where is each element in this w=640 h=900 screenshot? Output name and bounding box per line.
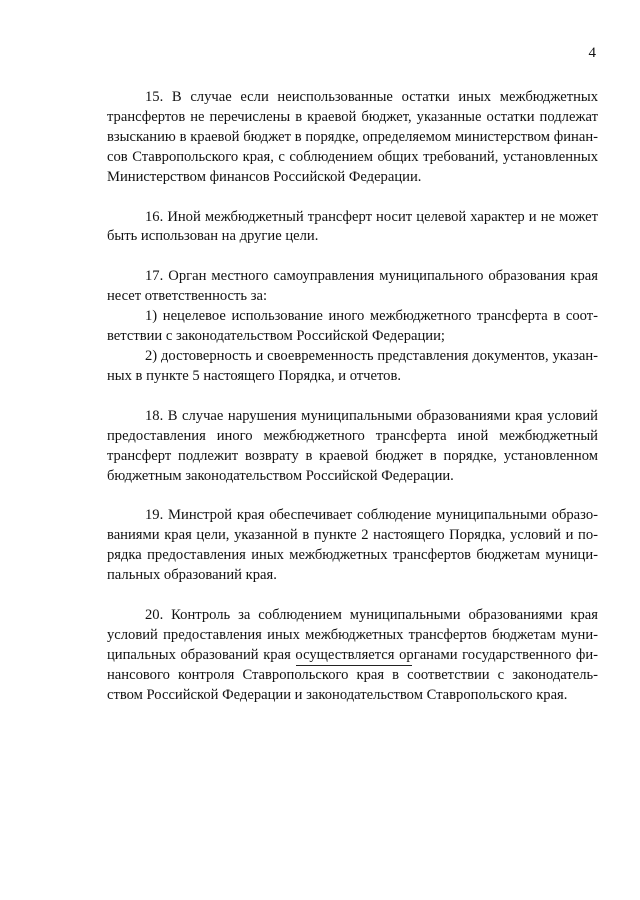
text-line: 20. Контроль за соблюдением муниципальными образованиями края — [145, 607, 598, 624]
paragraph-15 — [107, 88, 598, 188]
paragraph-19 — [107, 506, 598, 586]
paragraph-spacer — [107, 387, 598, 407]
paragraph-20 — [107, 606, 598, 706]
text-line: 2) достоверность и своевременность представления документов, указан- — [145, 347, 598, 364]
text-line: ципальных образований края осуществляется органами государственного фи- — [107, 646, 598, 663]
text-line: взысканию в краевой бюджет в порядке, определяемом министерством финан- — [107, 128, 598, 145]
paragraph-18 — [107, 407, 598, 487]
text-line: 15. В случае если неиспользованные остатки иных межбюджетных — [145, 89, 598, 105]
text-line: 18. В случае нарушения муниципальными образованиями края условий — [145, 407, 598, 424]
paragraph-spacer — [107, 247, 598, 267]
end-separator-line — [296, 665, 412, 666]
text-line: бюджетным законодательством Российской Федерации. — [107, 467, 454, 484]
page-number: 4 — [588, 45, 596, 61]
text-line: 17. Орган местного самоуправления муниципального образования края — [145, 268, 598, 285]
text-line: сов Ставропольского края, с соблюдением общих требований, установленных — [107, 148, 598, 165]
text-line: ных в пункте 5 настоящего Порядка, и отчетов. — [107, 367, 402, 384]
text-line: 16. Иной межбюджетный трансферт носит целевой характер и не может — [145, 208, 598, 225]
paragraph-16 — [107, 208, 598, 248]
text-line: 1) нецелевое использование иного межбюджетного трансферта в соот- — [145, 308, 598, 325]
text-line: Министерством финансов Российской Федерации. — [107, 168, 422, 185]
paragraph-17 — [107, 267, 598, 386]
text-line: ством Российской Федерации и законодательством Ставропольского края. — [107, 686, 568, 703]
text-line: ветствии с законодательством Российской Федерации; — [107, 328, 445, 345]
text-line: рядка предоставления иных межбюджетных трансфертов бюджетам муници- — [107, 547, 598, 564]
text-line: условий предоставления иных межбюджетных трансфертов бюджетам муни- — [107, 626, 598, 643]
document-body — [107, 88, 598, 706]
text-line: быть использован на другие цели. — [107, 228, 319, 245]
text-line: пальных образований края. — [107, 567, 277, 584]
text-line: несет ответственность за: — [107, 288, 268, 305]
text-line: трансфертов не перечислены в краевой бюджет, указанные остатки подлежат — [107, 108, 598, 125]
text-line: ваниями края цели, указанной в пункте 2 настоящего Порядка, условий и по- — [107, 527, 598, 544]
paragraph-spacer — [107, 486, 598, 506]
text-line: 19. Минстрой края обеспечивает соблюдение муниципальными образо- — [145, 507, 598, 524]
paragraph-spacer — [107, 188, 598, 208]
text-line: нансового контроля Ставропольского края в соответствии с законодатель- — [107, 666, 598, 683]
paragraph-spacer — [107, 586, 598, 606]
text-line: трансферт подлежит возврату в краевой бюджет в порядке, установленном — [107, 447, 598, 464]
text-line: предоставления иного межбюджетного трансферта иной межбюджетный — [107, 427, 598, 444]
